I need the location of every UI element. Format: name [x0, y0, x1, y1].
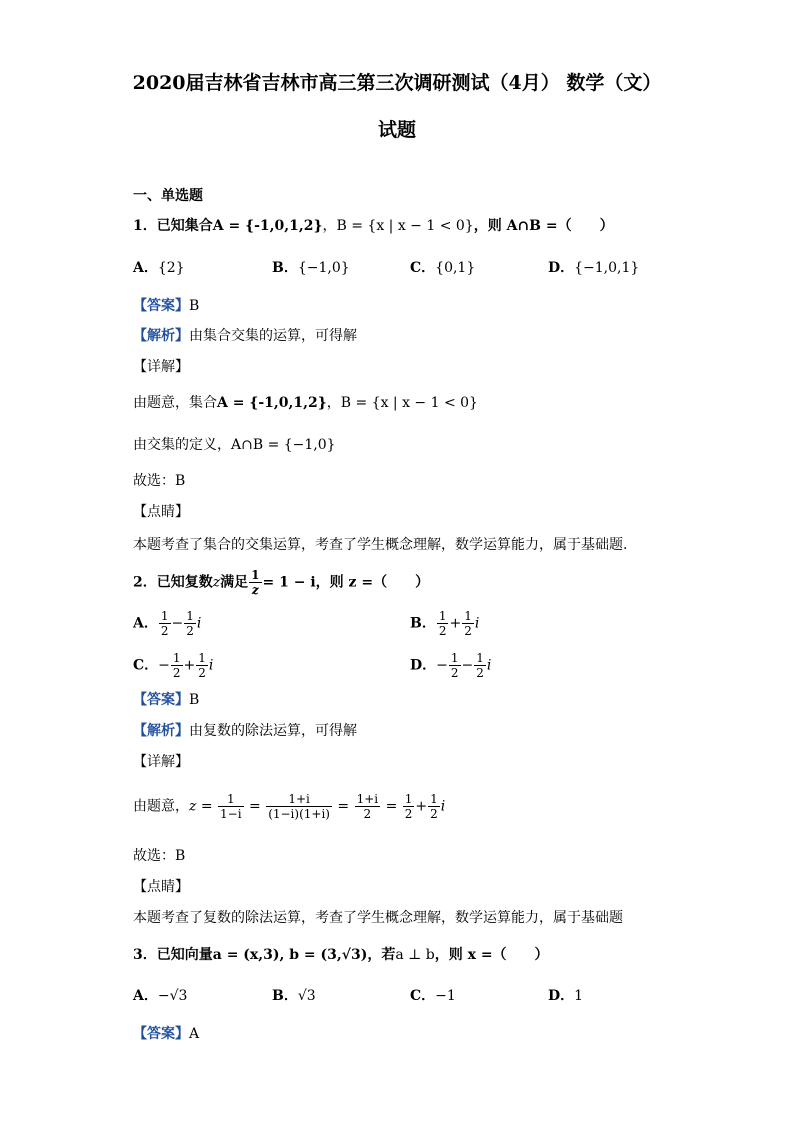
q2-analysis: 【解析】由复数的除法运算，可得解 [133, 723, 357, 739]
q3-option-c: C．−1 [410, 988, 456, 1004]
q1-stem-prefix: 1．已知集合 [133, 218, 213, 234]
q2-detail-line: 由题意，z = $\frac{1}{1-i}$ = $\frac{1+i}{(1-i)(1+i)}$ = $\frac{1+i}{2}$ = $\frac{1}{2}$ + $\frac{1}{2}$ i [133, 792, 446, 821]
q1-choose: 故选：B [133, 473, 186, 489]
q1-stem-tail: ，则 A∩B =（ ） [473, 218, 614, 234]
q1-comment-heading: 【点睛】 [133, 504, 189, 520]
q1-option-a: A．{2} [133, 260, 185, 276]
document-title-line2: 试题 [377, 119, 416, 141]
q2-comment-heading: 【点睛】 [133, 879, 189, 895]
q1-detail-line1: 由题意，集合A = {-1,0,1,2}，B = {x | x − 1 < 0} [133, 395, 478, 411]
q3-option-d: D．1 [548, 988, 584, 1004]
q1-analysis: 【解析】由集合交集的运算，可得解 [133, 328, 357, 344]
q1-set-a: A = {-1,0,1,2} [212, 218, 323, 234]
q1-set-b: ，B = {x | x − 1 < 0} [322, 218, 474, 234]
q1-comment: 本题考查了集合的交集运算，考查了学生概念理解，数学运算能力，属于基础题. [133, 537, 628, 553]
q2-detail-heading: 【详解】 [133, 754, 189, 770]
q2-option-c: C．− $\frac{1}{2}$ + $\frac{1}{2}$ i [133, 651, 214, 680]
q1-detail-line2: 由交集的定义，A∩B = {−1,0} [133, 437, 336, 453]
q1-option-b: B．{−1,0} [272, 260, 350, 276]
q1-answer: 【答案】B [133, 298, 200, 314]
section-heading: 一、单选题 [133, 188, 203, 204]
q2-comment: 本题考查了复数的除法运算，考查了学生概念理解，数学运算能力，属于基础题 [133, 910, 623, 926]
q3-answer: 【答案】A [133, 1026, 200, 1042]
question-2-stem: 2．已知复数z满足 $\frac{1}{z}$ = 1 − i，则 z =（ ） [133, 568, 430, 597]
q3-option-a: A．−√3 [133, 988, 188, 1004]
q2-option-b: B． $\frac{1}{2}$ + $\frac{1}{2}$ i [410, 609, 480, 638]
q2-frac-one-over-z: $\frac{1}{z}$ [251, 568, 260, 597]
q3-option-b: B．√3 [272, 988, 316, 1004]
q1-detail-heading: 【详解】 [133, 359, 189, 375]
q2-option-d: D．− $\frac{1}{2}$ − $\frac{1}{2}$ i [410, 651, 492, 680]
document-title: 2020届吉林省吉林市高三第三次调研测试（4月） 数学（文） [132, 72, 662, 94]
q2-option-a: A． $\frac{1}{2}$ − $\frac{1}{2}$ i [133, 609, 202, 638]
q2-choose: 故选：B [133, 848, 186, 864]
question-3-stem: 3．已知向量a = (x,3), b = (3,√3)，若a ⊥ b，则 x =（ ） [133, 947, 549, 963]
q1-option-d: D．{−1,0,1} [548, 260, 640, 276]
q2-answer: 【答案】B [133, 692, 200, 708]
question-1-stem [133, 216, 614, 236]
q1-option-c: C．{0,1} [410, 260, 476, 276]
